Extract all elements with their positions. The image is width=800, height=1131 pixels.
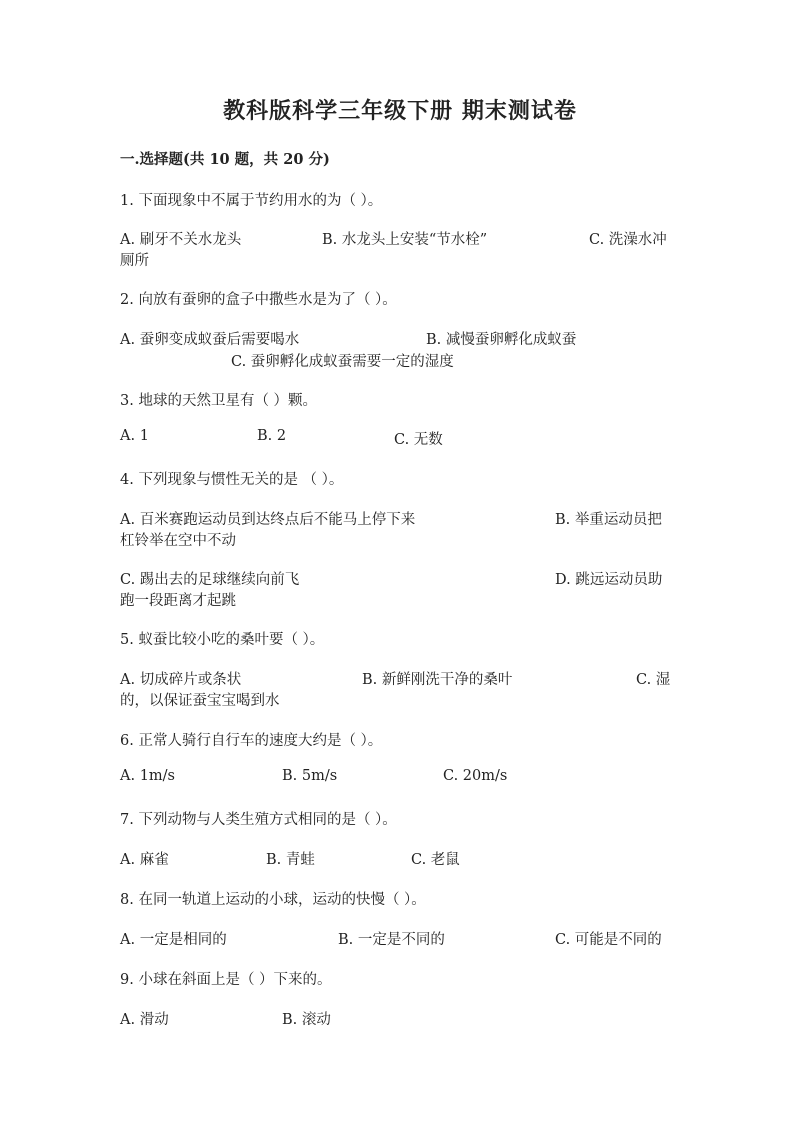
- question-4-option-c: C. 踢出去的足球继续向前飞: [120, 572, 300, 588]
- question-7-option-a: A. 麻雀: [120, 852, 169, 868]
- question-6-option-c: C. 20m/s: [443, 768, 508, 784]
- question-1-option-c: C. 洗澡水冲: [589, 232, 667, 248]
- question-9-stem: 9. 小球在斜面上是（ ）下来的。: [120, 972, 332, 988]
- question-3-option-b: B. 2: [257, 428, 287, 444]
- question-2-option-c: C. 蚕卵孵化成蚁蚕需要一定的湿度: [231, 354, 454, 370]
- question-7-option-b: B. 青蛙: [266, 852, 315, 868]
- question-7-option-c: C. 老鼠: [411, 852, 460, 868]
- question-8-stem: 8. 在同一轨道上运动的小球，运动的快慢（ ）。: [120, 892, 426, 908]
- question-4-stem: 4. 下列现象与惯性无关的是 （ ）。: [120, 472, 344, 488]
- section-heading: 一.选择题(共 10 题，共 20 分): [120, 151, 330, 168]
- question-4-option-a: A. 百米赛跑运动员到达终点后不能马上停下来: [120, 512, 416, 528]
- question-9-option-a: A. 滑动: [120, 1012, 169, 1028]
- question-8-option-a: A. 一定是相同的: [120, 932, 227, 948]
- question-7-stem: 7. 下列动物与人类生殖方式相同的是（ ）。: [120, 812, 397, 828]
- question-5-option-c: C. 湿: [636, 672, 671, 688]
- question-4-option-b: B. 举重运动员把: [555, 512, 662, 528]
- question-8-option-c: C. 可能是不同的: [555, 932, 662, 948]
- question-3-option-a: A. 1: [120, 428, 149, 444]
- question-1-option-c-continued: 厕所: [120, 253, 149, 269]
- question-9-option-b: B. 滚动: [282, 1012, 331, 1028]
- question-1-stem: 1. 下面现象中不属于节约用水的为（ ）。: [120, 193, 383, 209]
- question-5-option-a: A. 切成碎片或条状: [120, 672, 242, 688]
- question-2-option-b: B. 减慢蚕卵孵化成蚁蚕: [426, 332, 577, 348]
- question-5-option-c-continued: 的，以保证蚕宝宝喝到水: [120, 693, 280, 709]
- question-1-option-a: A. 刷牙不关水龙头: [120, 232, 242, 248]
- page-title: 教科版科学三年级下册 期末测试卷: [223, 98, 577, 124]
- question-6-option-a: A. 1m/s: [120, 768, 175, 784]
- question-4-option-d-continued: 跑一段距离才起跳: [120, 593, 236, 609]
- question-2-option-a: A. 蚕卵变成蚁蚕后需要喝水: [120, 332, 300, 348]
- question-1-option-b: B. 水龙头上安装“节水栓”: [322, 232, 488, 248]
- question-2-stem: 2. 向放有蚕卵的盒子中撒些水是为了（ ）。: [120, 292, 397, 308]
- question-5-option-b: B. 新鲜刚洗干净的桑叶: [362, 672, 513, 688]
- question-4-option-b-continued: 杠铃举在空中不动: [120, 533, 236, 549]
- question-4-option-d: D. 跳远运动员助: [555, 572, 663, 588]
- question-8-option-b: B. 一定是不同的: [338, 932, 445, 948]
- question-6-option-b: B. 5m/s: [282, 768, 338, 784]
- question-3-option-c: C. 无数: [394, 432, 443, 448]
- question-3-stem: 3. 地球的天然卫星有（ ）颗。: [120, 393, 318, 409]
- question-5-stem: 5. 蚁蚕比较小吃的桑叶要（ ）。: [120, 632, 325, 648]
- question-6-stem: 6. 正常人骑行自行车的速度大约是（ ）。: [120, 733, 383, 749]
